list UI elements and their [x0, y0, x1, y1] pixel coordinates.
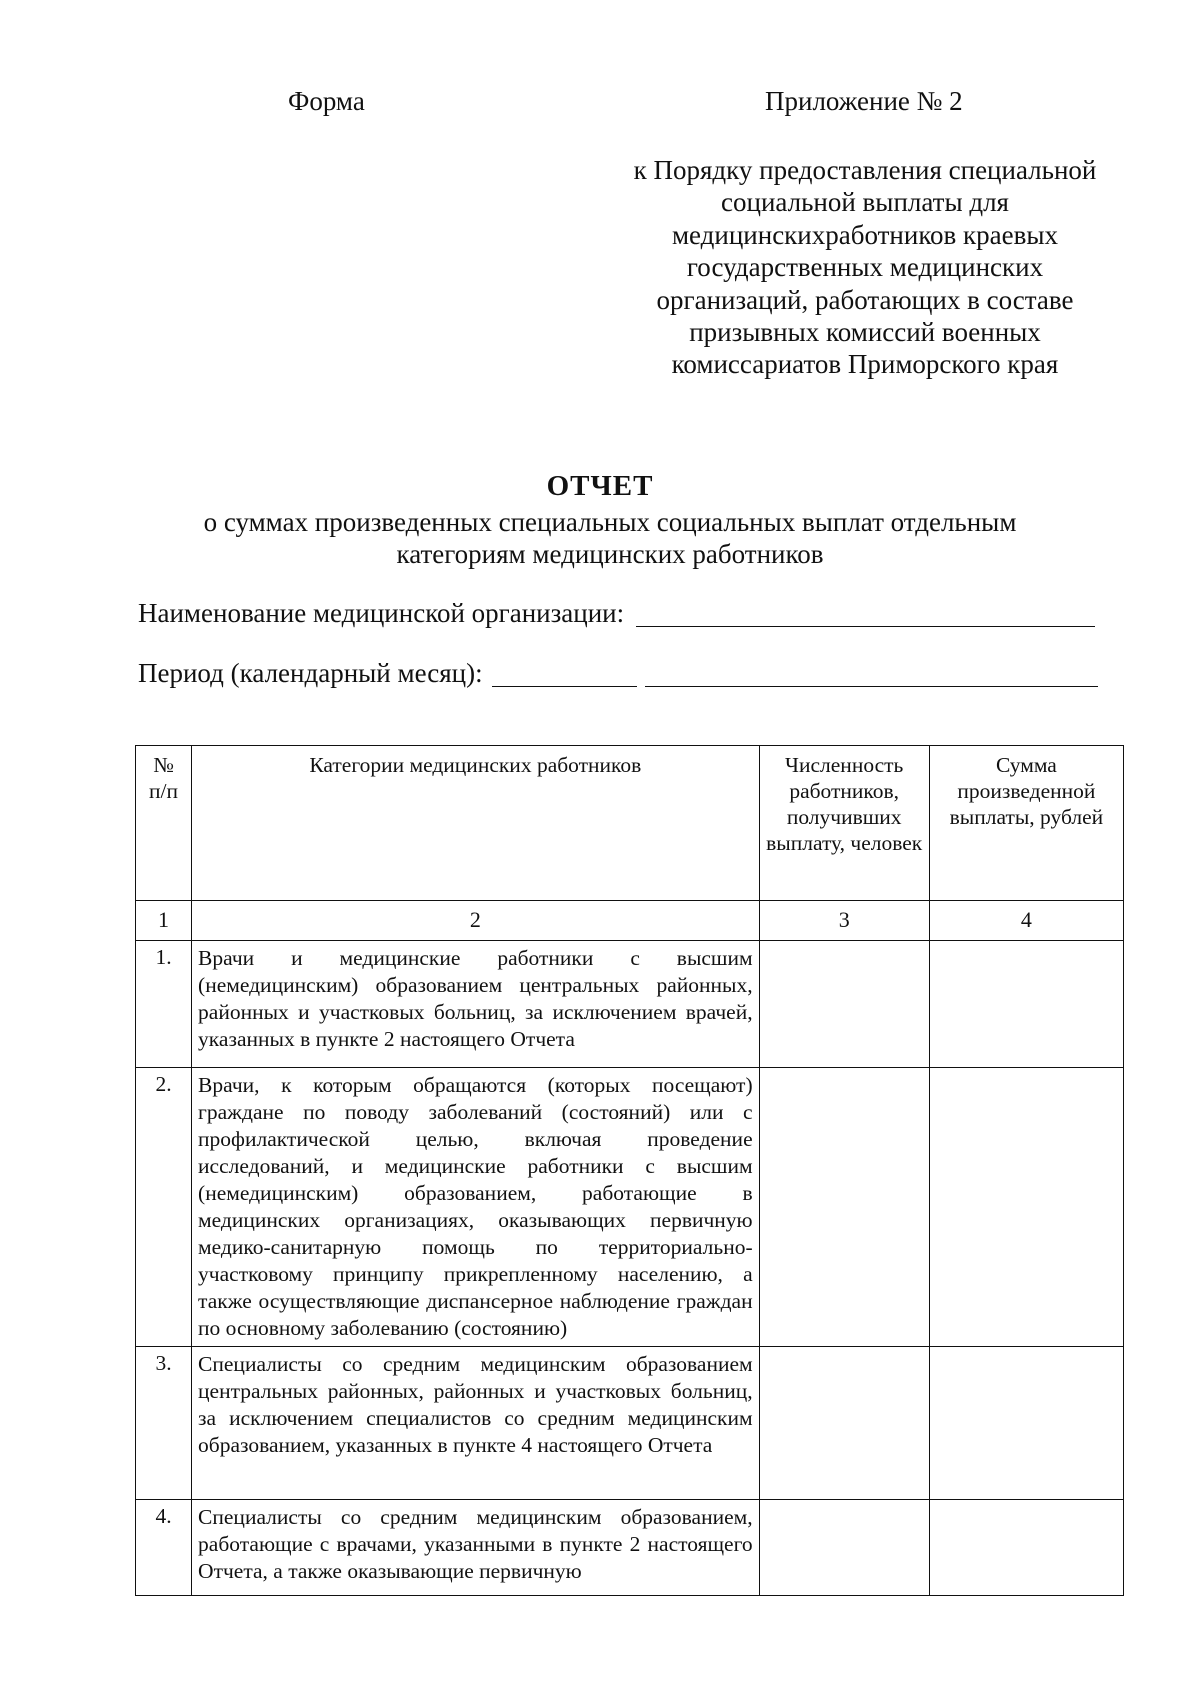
header-count: Численность работников, получивших выплату, человек [759, 746, 929, 901]
row-category: Врачи, к которым обращаются (которых посещают) граждане по поводу заболеваний (состояний) или с профилактической целью, включая проведение исследований, и медицинские работники с высшим (немедицинским) образованием, работающие в медицинских организациях, оказывающих первичную медико-санитарную помощь по территориально-участковому принципу прикрепленному населению, а также осуществляющие диспансерное наблюдение граждан по основному заболеванию (состоянию) [192, 1068, 760, 1347]
row-count-cell[interactable] [759, 941, 929, 1068]
row-count-cell[interactable] [759, 1500, 929, 1596]
row-count-cell[interactable] [759, 1068, 929, 1347]
header-amount: Сумма произведенной выплаты, рублей [929, 746, 1123, 901]
row-category: Специалисты со средним медицинским образованием центральных районных, районных и участковых больниц, за исключением специалистов со средним медицинским образованием, указанных в пункте 4 настоящего Отчета [192, 1347, 760, 1500]
row-amount-cell[interactable] [929, 1500, 1123, 1596]
row-number: 2. [136, 1068, 192, 1347]
row-amount-cell[interactable] [929, 1347, 1123, 1500]
table-row [136, 1347, 1124, 1500]
organization-field-line[interactable] [636, 626, 1095, 627]
table-header-row [136, 746, 1124, 901]
row-count-cell[interactable] [759, 1347, 929, 1500]
row-number: 4. [136, 1500, 192, 1596]
row-amount-cell[interactable] [929, 941, 1123, 1068]
row-category: Врачи и медицинские работники с высшим (немедицинским) образованием центральных районных, районных и участковых больниц, за исключением врачей, указанных в пункте 2 настоящего Отчета [192, 941, 760, 1068]
column-number: 1 [136, 901, 192, 941]
header-number: № п/п [136, 746, 192, 901]
row-number: 3. [136, 1347, 192, 1500]
column-number-row [136, 901, 1124, 941]
appendix-text: к Порядку предоставления специальной социальной выплаты для медицинскихработников краевых государственных медицинских организаций, работающих в составе призывных комиссий военных комиссариатов Приморского края [633, 155, 1097, 380]
column-number: 3 [759, 901, 929, 941]
row-number: 1. [136, 941, 192, 1068]
row-category: Специалисты со средним медицинским образованием, работающие с врачами, указанными в пункте 2 настоящего Отчета, а также оказывающие первичную [192, 1500, 760, 1596]
column-number: 2 [192, 901, 760, 941]
organization-label: Наименование медицинской организации: [138, 598, 625, 628]
appendix-title: Приложение № 2 [765, 86, 963, 116]
table-row [136, 1068, 1124, 1347]
table-row [136, 941, 1124, 1068]
form-label: Форма [288, 86, 365, 116]
report-table [135, 745, 1124, 1596]
header-category: Категории медицинских работников [192, 746, 760, 901]
period-field-line-detail[interactable] [645, 686, 1098, 687]
report-title: ОТЧЕТ [546, 470, 654, 502]
report-subtitle: о суммах произведенных специальных социальных выплат отдельным категориям медицинских работников [203, 507, 1017, 569]
row-amount-cell[interactable] [929, 1068, 1123, 1347]
period-field-line-month[interactable] [492, 686, 637, 687]
table-row [136, 1500, 1124, 1596]
column-number: 4 [929, 901, 1123, 941]
period-label: Период (календарный месяц): [138, 658, 483, 688]
